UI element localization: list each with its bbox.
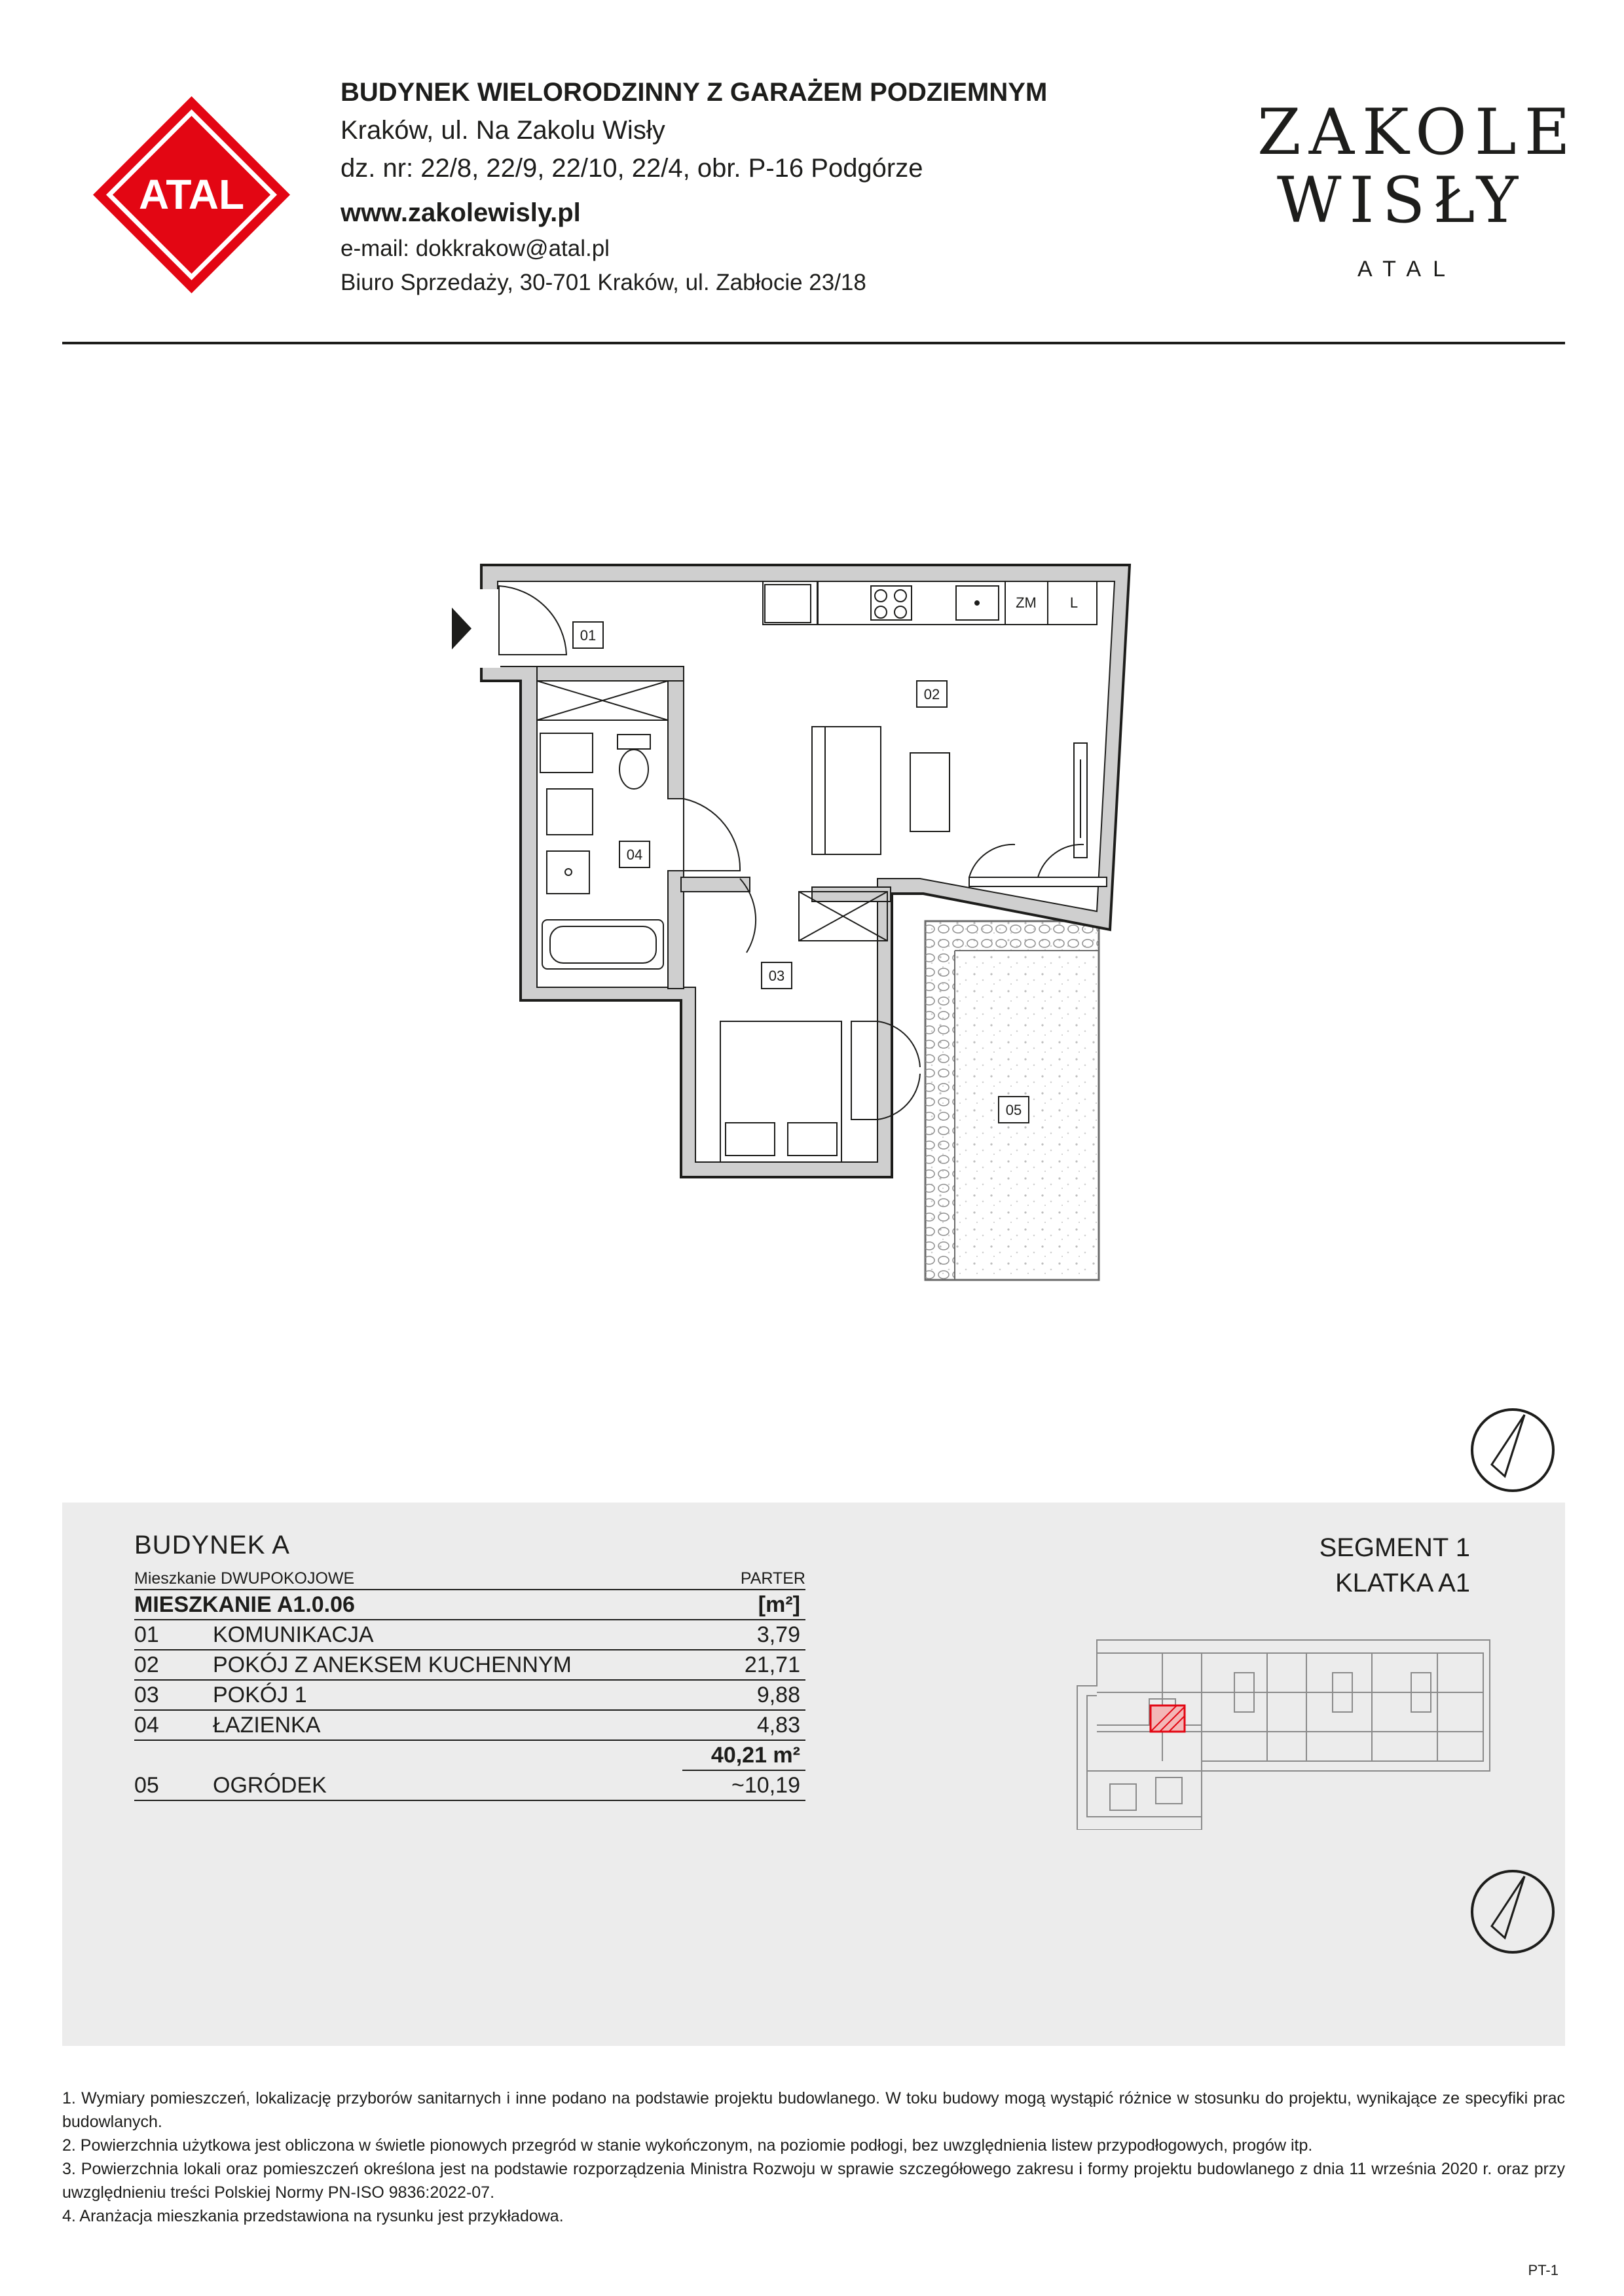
info-panel	[62, 1503, 1565, 2046]
area-table	[134, 1589, 805, 1801]
footnote: 1. Wymiary pomieszczeń, lokalizację przyborów sanitarnych i inne podano na podstawie projektu budowlanego. W toku budowy mogą wystąpić różnice w stosunku do projektu, wynikające ze specyfiki prac budowlanych.	[62, 2089, 1565, 2131]
north-arrow-icon	[1467, 1866, 1559, 1958]
website-link[interactable]: www.zakolewisly.pl	[341, 198, 581, 227]
stairwell-label: KLATKA A1	[1335, 1569, 1470, 1597]
room-number: 05	[134, 1770, 213, 1800]
room-number: 01	[134, 1620, 213, 1650]
fridge-label: ZM	[1016, 594, 1037, 611]
brand-line-2: WISŁY	[1276, 164, 1526, 237]
unit-label: [m²]	[682, 1590, 805, 1620]
table-header-row	[134, 1590, 805, 1620]
footnote: 3. Powierzchnia lokali oraz pomieszczeń określona jest na podstawie rozporządzenia Ministra Rozwoju w sprawie szczegółowego zakresu i formy projektu budowlanego z dnia 11 września 2020 r. oraz przy uwzględnieniu treści Polskiej Normy PN-ISO 9836:2022-07.	[62, 2160, 1565, 2202]
room-name: OGRÓDEK	[213, 1770, 682, 1800]
room-label-01: 01	[580, 627, 597, 644]
apartment-highlight	[1151, 1705, 1185, 1732]
segment-label: SEGMENT 1	[1319, 1533, 1470, 1562]
email-link[interactable]: e-mail: dokkrakow@atal.pl	[341, 236, 610, 261]
garden-row	[134, 1770, 805, 1800]
room-area: 4,83	[682, 1710, 805, 1740]
north-arrow-icon	[1467, 1404, 1559, 1496]
room-area: ~10,19	[682, 1770, 805, 1800]
table-row	[134, 1710, 805, 1740]
floor-level: PARTER	[740, 1569, 805, 1588]
table-row	[134, 1650, 805, 1680]
total-row	[134, 1740, 805, 1770]
room-number: 03	[134, 1680, 213, 1710]
segment-info	[1202, 1530, 1470, 1601]
room-number: 02	[134, 1650, 213, 1680]
project-address: Kraków, ul. Na Zakolu Wisły	[341, 116, 665, 145]
footnote: 4. Aranżacja mieszkania przedstawiona na rysunku jest przykładowa.	[62, 2207, 564, 2225]
project-title: BUDYNEK WIELORODZINNY Z GARAŻEM PODZIEMNYM	[341, 78, 1048, 107]
room-label-04: 04	[626, 847, 643, 863]
footnote: 2. Powierzchnia użytkowa jest obliczona w świetle pionowych przegród w stanie wykończonym, na poziomie podłogi, bez uwzględnienia listew przypodłogowych, progów itp.	[62, 2136, 1313, 2155]
room-label-05: 05	[1005, 1102, 1022, 1118]
site-key-plan	[1071, 1633, 1496, 1830]
total-area: 40,21 m²	[682, 1740, 805, 1770]
room-name: POKÓJ 1	[213, 1680, 682, 1710]
room-number: 04	[134, 1710, 213, 1740]
sales-office-address: Biuro Sprzedaży, 30-701 Kraków, ul. Zabłocie 23/18	[341, 270, 866, 295]
room-name: KOMUNIKACJA	[213, 1620, 682, 1650]
room-area: 3,79	[682, 1620, 805, 1650]
brand-line-3: ATAL	[1357, 257, 1457, 282]
table-row	[134, 1620, 805, 1650]
table-row	[134, 1680, 805, 1710]
brand-line-1: ZAKOLE	[1257, 96, 1578, 169]
dishwasher-label: L	[1069, 594, 1079, 611]
building-name: BUDYNEK A	[134, 1531, 290, 1559]
room-area: 9,88	[682, 1680, 805, 1710]
room-name: POKÓJ Z ANEKSEM KUCHENNYM	[213, 1650, 682, 1680]
room-label-03: 03	[768, 968, 785, 984]
logo-text: ATAL	[138, 171, 245, 218]
entrance-arrow	[452, 608, 471, 649]
parcel-numbers: dz. nr: 22/8, 22/9, 22/10, 22/4, obr. P-16 Podgórze	[341, 154, 923, 183]
room-label-02: 02	[923, 686, 940, 702]
apartment-name: MIESZKANIE A1.0.06	[134, 1590, 682, 1620]
page-code: PT-1	[1528, 2262, 1559, 2278]
room-name: ŁAZIENKA	[213, 1710, 682, 1740]
footnotes	[62, 2086, 1565, 2228]
room-area: 21,71	[682, 1650, 805, 1680]
apartment-type: Mieszkanie DWUPOKOJOWE	[134, 1569, 355, 1588]
